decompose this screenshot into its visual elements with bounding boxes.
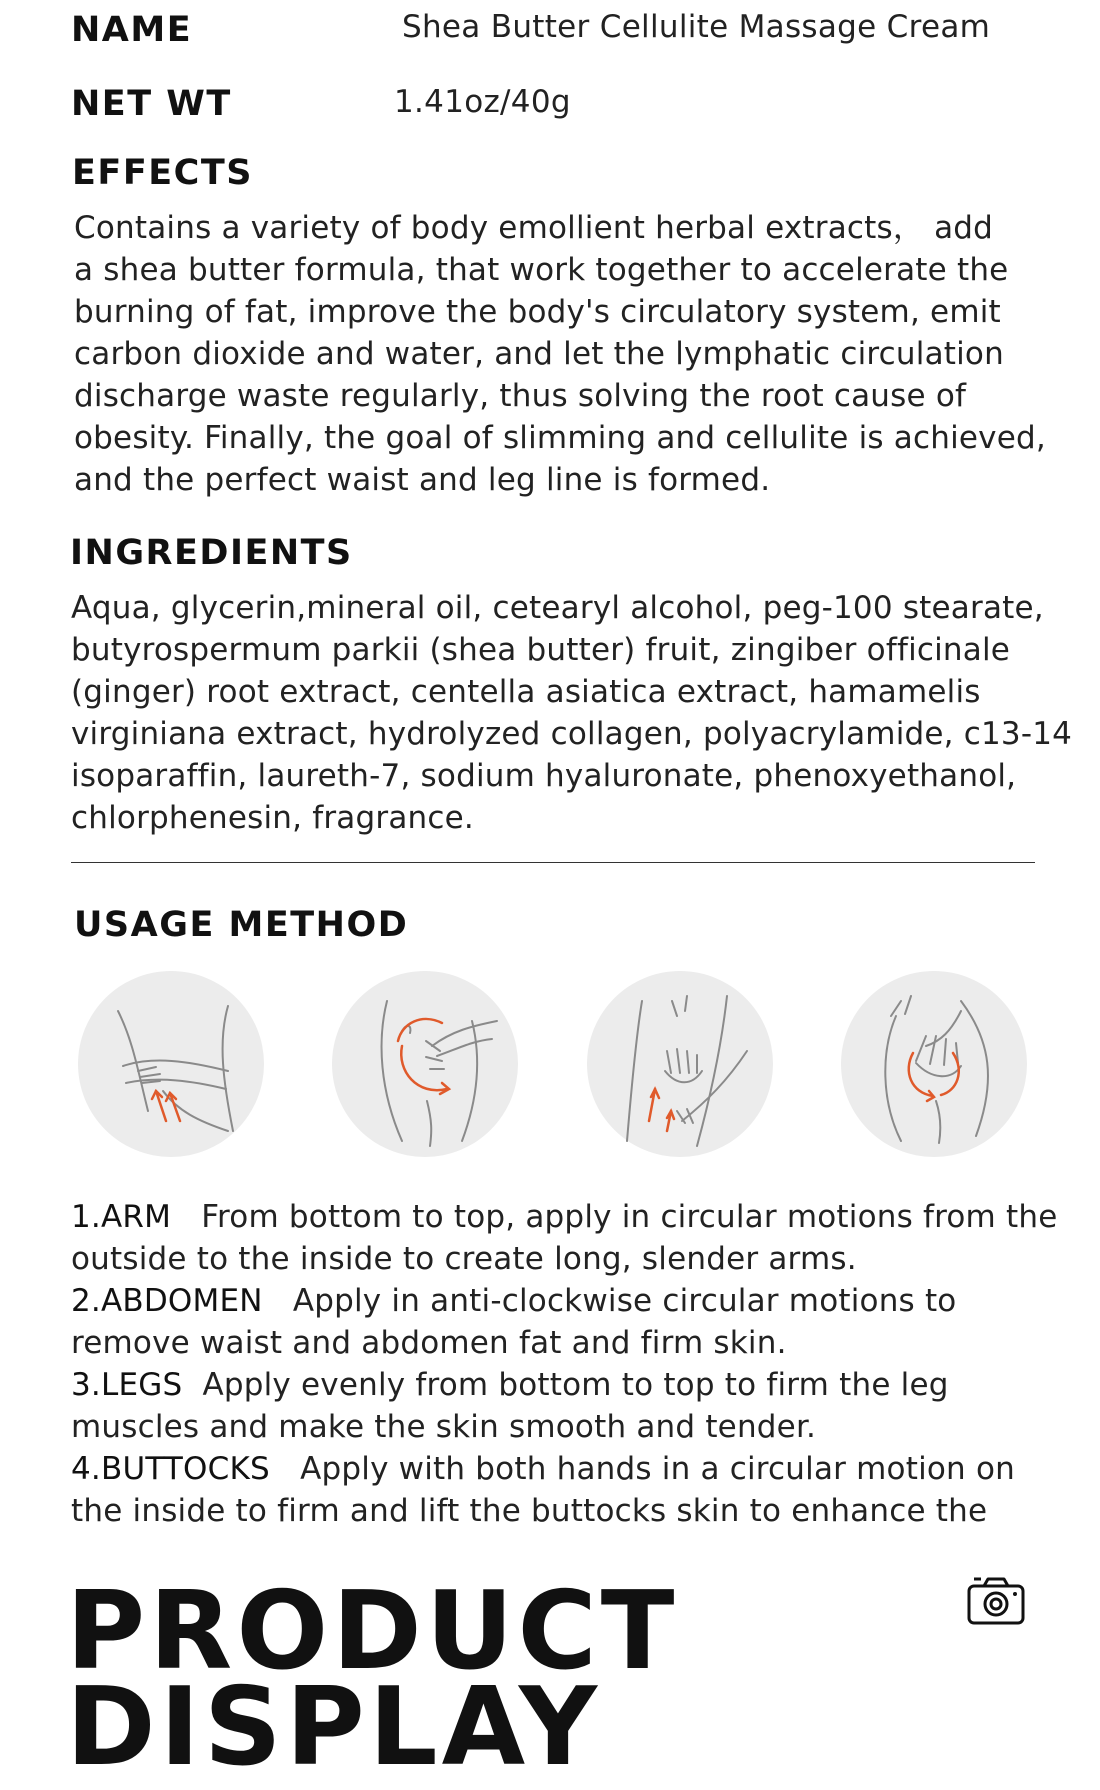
usage-step — [71, 1448, 1057, 1490]
step-number: 2.ABDOMEN — [71, 1283, 263, 1319]
usage-steps — [71, 1196, 1057, 1532]
effects-line: obesity. Finally, the goal of slimming and cellulite is achieved, — [74, 420, 1046, 456]
step-text: Apply with both hands in a circular motion on — [300, 1451, 1015, 1487]
step-text: remove waist and abdomen fat and firm skin. — [71, 1325, 787, 1361]
step-number: 3.LEGS — [71, 1367, 183, 1403]
arm-massage-icon — [78, 971, 264, 1157]
ingredients-line: butyrospermum parkii (shea butter) fruit, zingiber officinale — [71, 632, 1011, 668]
name-value: Shea Butter Cellulite Massage Cream — [402, 9, 991, 45]
step-text: Apply evenly from bottom to top to firm the leg — [202, 1367, 949, 1403]
ingredients-paragraph — [71, 587, 1072, 839]
ingredients-line: isoparaffin, laureth-7, sodium hyaluronate, phenoxyethanol, — [71, 758, 1017, 794]
step-text: outside to the inside to create long, slender arms. — [71, 1241, 857, 1277]
usage-step — [71, 1364, 1057, 1406]
display-title-line1: PRODUCT — [66, 1569, 679, 1694]
step-text: the inside to firm and lift the buttocks skin to enhance the — [71, 1493, 988, 1529]
usage-step — [71, 1238, 1057, 1280]
effects-line: burning of fat, improve the body's circulatory system, emit — [74, 294, 1001, 330]
netwt-label: NET WT — [71, 84, 232, 124]
effects-heading: EFFECTS — [72, 153, 253, 193]
ingredients-line: (ginger) root extract, centella asiatica extract, hamamelis — [71, 674, 981, 710]
netwt-value: 1.41oz/40g — [394, 84, 571, 120]
ingredients-line: Aqua, glycerin,mineral oil, cetearyl alcohol, peg-100 stearate, — [71, 590, 1044, 626]
effects-line: carbon dioxide and water, and let the lymphatic circulation — [74, 336, 1004, 372]
effects-paragraph — [74, 207, 1046, 501]
abdomen-massage-icon — [332, 971, 518, 1157]
buttocks-massage-icon — [841, 971, 1027, 1157]
usage-step — [71, 1280, 1057, 1322]
ingredients-heading: INGREDIENTS — [70, 533, 353, 573]
display-title-line2: DISPLAY — [66, 1665, 602, 1790]
effects-line: and the perfect waist and leg line is formed. — [74, 462, 771, 498]
name-label: NAME — [71, 10, 193, 50]
ingredients-line: chlorphenesin, fragrance. — [71, 800, 474, 836]
usage-heading: USAGE METHOD — [74, 905, 409, 945]
legs-massage-icon — [587, 971, 773, 1157]
step-text: From bottom to top, apply in circular motions from the — [201, 1199, 1058, 1235]
step-text: Apply in anti-clockwise circular motions to — [292, 1283, 957, 1319]
step-text: muscles and make the skin smooth and tender. — [71, 1409, 817, 1445]
camera-icon — [966, 1575, 1026, 1627]
effects-line: a shea butter formula, that work together to accelerate the — [74, 252, 1009, 288]
section-divider — [71, 862, 1035, 863]
usage-step — [71, 1196, 1057, 1238]
step-number: 4.BUTTOCKS — [71, 1451, 270, 1487]
usage-step — [71, 1406, 1057, 1448]
usage-step — [71, 1322, 1057, 1364]
usage-step — [71, 1490, 1057, 1532]
step-number: 1.ARM — [71, 1199, 172, 1235]
ingredients-line: virginiana extract, hydrolyzed collagen, polyacrylamide, c13-14 — [71, 716, 1073, 752]
effects-line: discharge waste regularly, thus solving the root cause of — [74, 378, 967, 414]
effects-line: Contains a variety of body emollient herbal extracts， add — [74, 210, 994, 246]
